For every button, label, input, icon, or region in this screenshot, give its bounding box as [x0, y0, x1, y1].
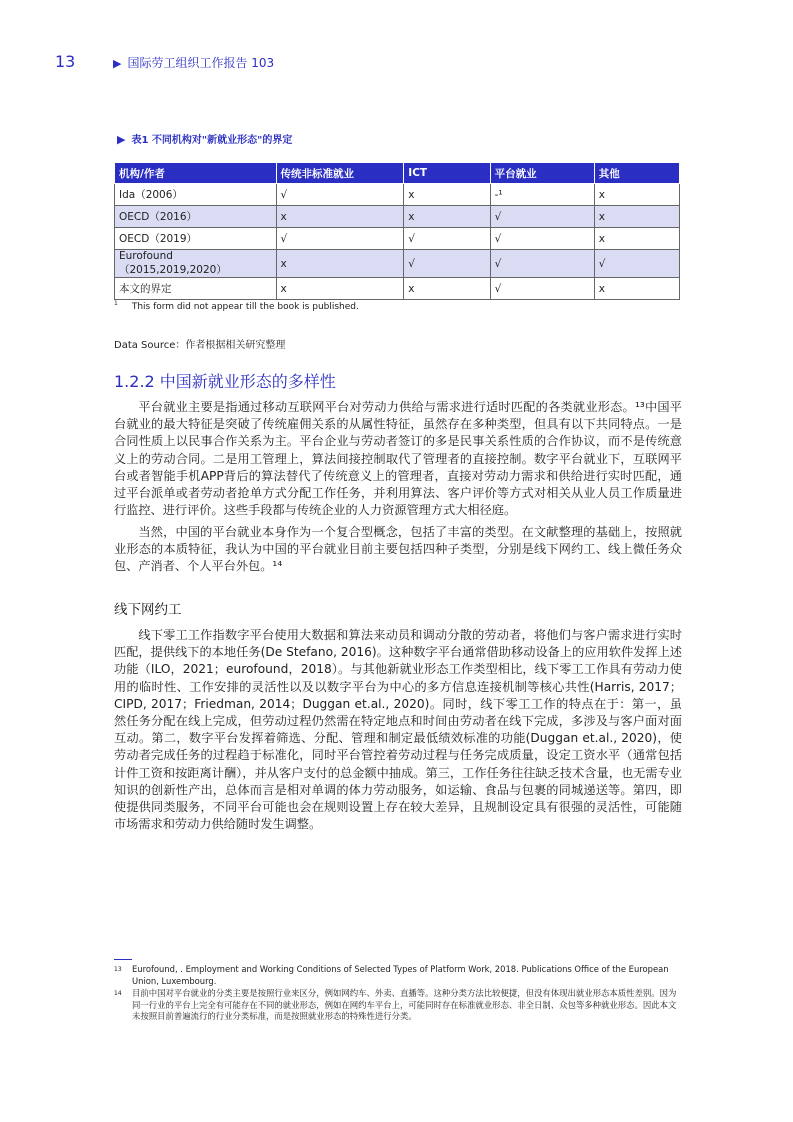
table-caption — [117, 131, 292, 146]
table-cell: √ — [490, 228, 594, 250]
definition-table — [114, 162, 680, 300]
page-header — [55, 52, 735, 74]
table-header-cell: 传统非标准就业 — [276, 163, 404, 184]
table-row — [115, 250, 680, 278]
running-title-text: 国际劳工组织工作报告 103 — [127, 56, 275, 70]
table-cell: 本文的界定 — [115, 278, 277, 300]
subsection-heading: 线下网约工 — [114, 602, 182, 618]
table-cell: x — [404, 206, 490, 228]
triangle-bullet-icon: ▶ — [117, 133, 126, 146]
table-row — [115, 206, 680, 228]
table-cell: √ — [490, 206, 594, 228]
table-cell: Ida（2006） — [115, 184, 277, 206]
table-cell: √ — [276, 228, 404, 250]
table-cell: x — [404, 278, 490, 300]
footnote-marker: 13 — [114, 966, 122, 973]
table-cell: x — [594, 206, 679, 228]
table-header-row — [115, 163, 680, 184]
table-header-cell: 其他 — [594, 163, 679, 184]
table-row — [115, 228, 680, 250]
table-cell: √ — [404, 228, 490, 250]
table-cell: √ — [490, 250, 594, 278]
table-cell: √ — [594, 250, 679, 278]
table-header-cell: ICT — [404, 163, 490, 184]
table-note-marker: 1 — [114, 300, 118, 307]
body-paragraph: 平台就业主要是指通过移动互联网平台对劳动力供给与需求进行适时匹配的各类就业形态。¹³中国平台就业的最大特征是突破了传统雇佣关系的从属性特征，虽然存在多种类型，但具有以下共同特点。一是合同性质上以民事合作关系为主。平台企业与劳动者签订的多是民事关系性质的合作协议，而不是传统意义上的劳动合同。二是用工管理上，算法间接控制取代了管理者的直接控制。数字平台就业下，互联网平台或者智能手机APP背后的算法替代了传统意义上的管理者，直接对劳动力需求和供给进行实时匹配，通过平台派单或者劳动者抢单方式分配工作任务，并利用算法、客户评价等方式对相关从业人员工作质量进行监控、进行评价。这些手段都与传统企业的人力资源管理方式大相径庭。 — [114, 400, 682, 518]
table-note — [114, 300, 359, 312]
footnote-divider — [114, 959, 132, 960]
footnote-marker: 14 — [114, 990, 122, 997]
data-source: Data Source：作者根据相关研究整理 — [114, 340, 286, 351]
table-cell: √ — [404, 250, 490, 278]
page-number: 13 — [55, 52, 76, 71]
table-header-cell: 机构/作者 — [115, 163, 277, 184]
table-cell: OECD（2016） — [115, 206, 277, 228]
table-cell: √ — [490, 278, 594, 300]
table-cell: x — [594, 184, 679, 206]
table-cell: Eurofound（2015,2019,2020） — [115, 250, 277, 278]
table-cell: x — [594, 278, 679, 300]
table-caption-text: 表1 不同机构对"新就业形态"的界定 — [131, 135, 293, 146]
table-cell: x — [594, 228, 679, 250]
body-paragraph: 线下零工工作指数字平台使用大数据和算法来动员和调动分散的劳动者，将他们与客户需求进行实时匹配，提供线下的本地任务(De Stefano, 2016)。这种数字平台通常借助移动设备上的应用软件发挥上述功能（ILO，2021；eurofound，2018）。与其他新就业形态工作类型相比，线下零工工作具有劳动力使用的临时性、工作安排的灵活性以及以数字平台为中心的多方信息连接机制等核心共性(Harris, 2017； CIPD, 2017；Friedman, 2014；Duggan et.al., 2020)。同时，线下零工工作的特点在于：第一，虽然任务分配在线上完成，但劳动过程仍然需在特定地点和时间由劳动者在线下完成，多涉及与客户面对面互动。第二，数字平台发挥着筛选、分配、管理和制定最低绩效标准的功能(Duggan et.al., 2020)，使劳动者完成任务的过程趋于标准化，同时平台管控着劳动过程与任务完成质量，设定工资水平（通常包括计件工资和按距离计酬），并从客户支付的总金额中抽成。第三，工作任务往往缺乏技术含量，也无需专业知识的创新性产出，总体而言是相对单调的体力劳动服务，如运输、食品与包裹的同城递送等。第四，即使提供同类服务，不同平台可能也会在规则设置上存在较大差异，且规制设定具有很强的灵活性，可能随市场需求和劳动力供给随时发生调整。 — [114, 628, 682, 832]
section-heading: 1.2.2 中国新就业形态的多样性 — [114, 372, 336, 391]
body-paragraph: 当然，中国的平台就业本身作为一个复合型概念，包括了丰富的类型。在文献整理的基础上，按照就业形态的本质特征，我认为中国的平台就业目前主要包括四种子类型，分别是线下网约工、线上微任务众包、产消者、个人平台外包。¹⁴ — [114, 525, 682, 574]
footnote-text: Eurofound, . Employment and Working Conditions of Selected Types of Platform Work, 2018. Publications Office of the European Union, Luxembourg. — [132, 964, 669, 986]
table-cell: x — [276, 278, 404, 300]
table-header-cell: 平台就业 — [490, 163, 594, 184]
table-note-text: This form did not appear till the book is published. — [131, 302, 359, 312]
footnote — [114, 964, 682, 987]
table-row — [115, 278, 680, 300]
running-title — [113, 54, 274, 71]
triangle-bullet-icon: ▶ — [113, 57, 122, 70]
table-cell: -¹ — [490, 184, 594, 206]
table-cell: OECD（2019） — [115, 228, 277, 250]
table-cell: x — [276, 250, 404, 278]
footnote — [114, 988, 682, 1023]
footnote-text: 目前中国对平台就业的分类主要是按照行业来区分，例如网约车、外卖、直播等。这种分类方法比较便捷，但没有体现出就业形态本质性差别。因为同一行业的平台上完全有可能存在不同的就业形态，例如在网约车平台上，可能同时存在标准就业形态、非全日制、众包等多种就业形态。因此本文未按照目前普遍流行的行业分类标准，而是按照就业形态的特殊性进行分类。 — [132, 988, 677, 1021]
table-cell: √ — [276, 184, 404, 206]
table-row — [115, 184, 680, 206]
table-cell: x — [276, 206, 404, 228]
table-cell: x — [404, 184, 490, 206]
